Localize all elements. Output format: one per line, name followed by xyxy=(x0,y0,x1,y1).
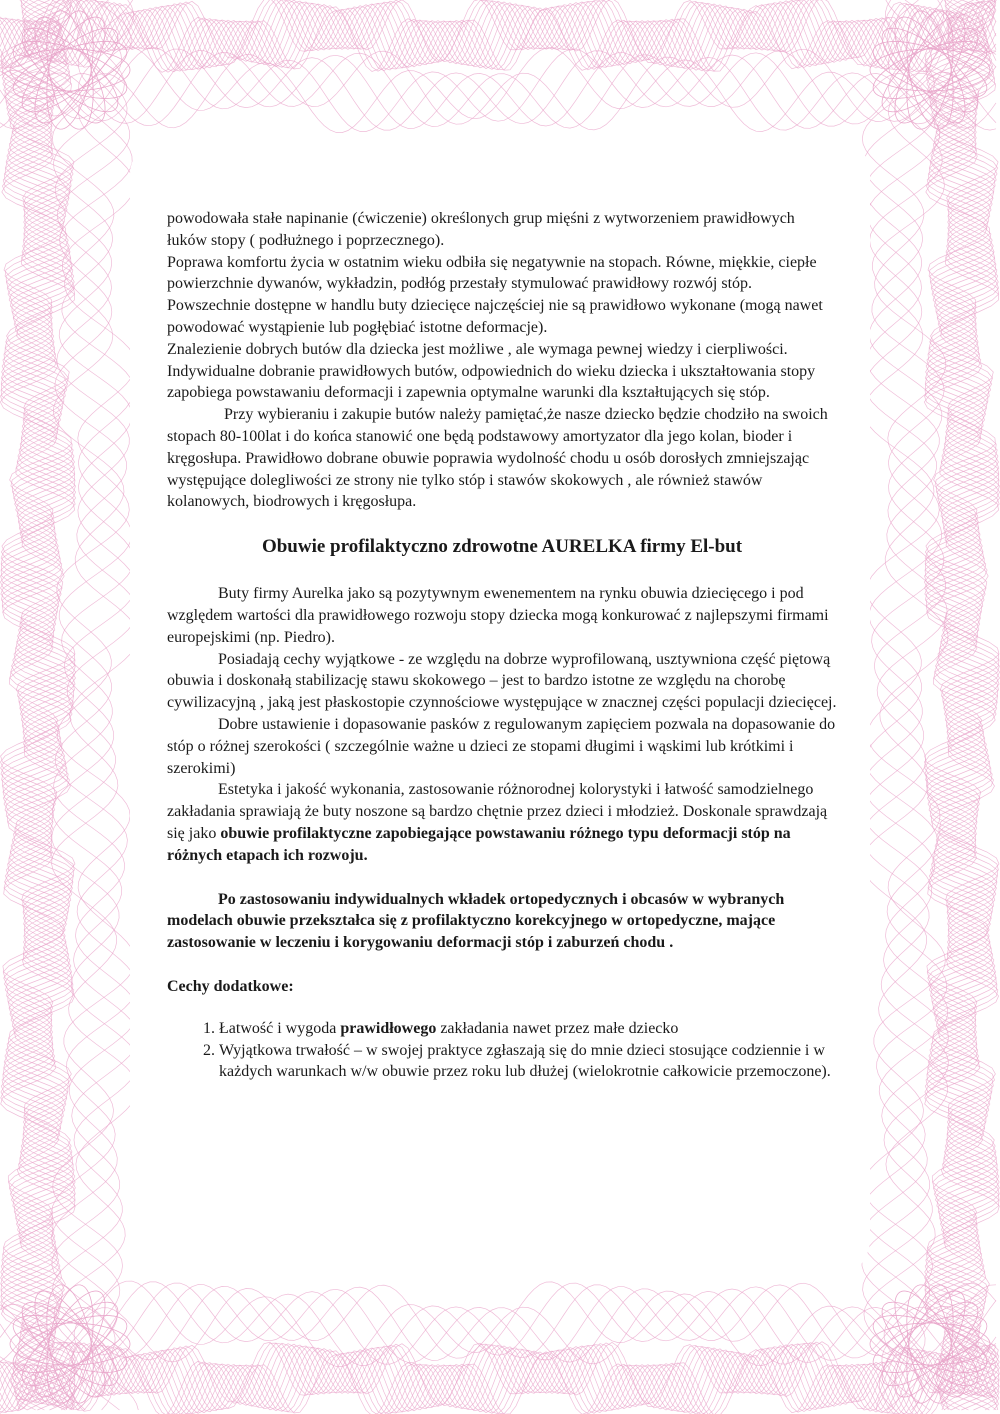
paragraph: Znalezienie dobrych butów dla dziecka jest możliwe , ale wymaga pewnej wiedzy i cierpliwości. xyxy=(167,340,788,358)
list-item-text: zakładania nawet przez małe dziecko xyxy=(436,1019,679,1037)
document-body xyxy=(167,208,837,1083)
paragraph: Dobre ustawienie i dopasowanie pasków z regulowanym zapięciem pozwala na dopasowanie do stóp o różnej szerokości ( szczególnie ważne u dzieci ze stopami długimi i wąskimi lub krótkimi i szerokimi) xyxy=(167,715,836,777)
paragraph: powodowała stałe napinanie (ćwiczenie) określonych grup mięśni z wytworzeniem prawidłowych łuków stopy ( podłużnego i poprzecznego). xyxy=(167,210,795,249)
features-title: Cechy dodatkowe: xyxy=(167,977,294,995)
list-item-bold: prawidłowego xyxy=(340,1019,437,1037)
section-heading: Obuwie profilaktyczno zdrowotne AURELKA firmy El-but xyxy=(261,536,743,558)
paragraph: Posiadają cechy wyjątkowe - ze względu na dobrze wyprofilowaną, usztywniona część piętową obuwia i doskonałą stabilizację stawu skokowego – jest to bardzo istotne ze względu na chorobę cywilizacyjną , jaką jest płaskostopie czynnościowe występujące w znacznej części populacji dziecięcej. xyxy=(167,650,837,712)
paragraph-bold-text: obuwie profilaktyczne zapobiegające powstawaniu różnego typu deformacji stóp na różnych etapach ich rozwoju. xyxy=(167,824,791,864)
list-item-text: Łatwość i wygoda xyxy=(219,1019,341,1037)
paragraph: Indywidualne dobranie prawidłowych butów, odpowiednich do wieku dziecka i ukształtowania stopy zapobiega powstawaniu deformacji i zapewnia optymalne warunki dla kształtujących się stóp. xyxy=(167,362,816,402)
features-list xyxy=(167,1018,837,1083)
paragraph: Poprawa komfortu życia w ostatnim wieku odbiła się negatywnie na stopach. Równe, miękkie, ciepłe powierzchnie dywanów, wykładzin, podłóg przestały stymulować prawidłowy rozwój stóp. Powszechnie dostępne w handlu buty dziecięce najczęściej nie są prawidłowo wykonane (mogą nawet powodować wystąpienie lub pogłębiać istotne deformacje). xyxy=(167,253,823,336)
paragraph: Przy wybieraniu i zakupie butów należy pamiętać,że nasze dziecko będzie chodziło na swoich stopach 80-100lat i do końca stanowić one będą podstawowy amortyzator dla jego kolan, bioder i kręgosłupa. Prawidłowo dobrane obuwie poprawia wydolność chodu u osób dorosłych zmniejszając występujące dolegliwości ze strony nie tylko stóp i stawów skokowych , ale również stawów kolanowych, biodrowych i kręgosłupa. xyxy=(167,406,828,511)
paragraph xyxy=(167,779,837,866)
paragraph-bold: Po zastosowaniu indywidualnych wkładek ortopedycznych i obcasów w wybranych modelach obuwie przekształca się z profilaktyczno korekcyjnego w ortopedyczne, mające zastosowanie w leczeniu i korygowaniu deformacji stóp i zaburzeń chodu . xyxy=(167,890,785,952)
list-item xyxy=(219,1018,837,1040)
paragraph: Buty firmy Aurelka jako są pozytywnym ewenementem na rynku obuwia dziecięcego i pod względem wartości dla prawidłowego rozwoju stopy dziecka mogą konkurować z najlepszymi firmami europejskimi (np. Piedro). xyxy=(167,585,829,646)
list-item: 2. Wyjątkowa trwałość – w swojej praktyce zgłaszają się do mnie dzieci stosujące codziennie i w każdych warunkach w/w obuwie przez roku lub dłużej (wielokrotnie całkowicie przemoczone). xyxy=(219,1040,837,1084)
paragraph-text: Estetyka i jakość wykonania, zastosowanie różnorodnej kolorystyki i łatwość samodzielnego zakładania sprawiają że buty noszone są bardzo chętnie przez dzieci i młodzież. Doskonale sprawdzają się jako xyxy=(167,781,828,842)
